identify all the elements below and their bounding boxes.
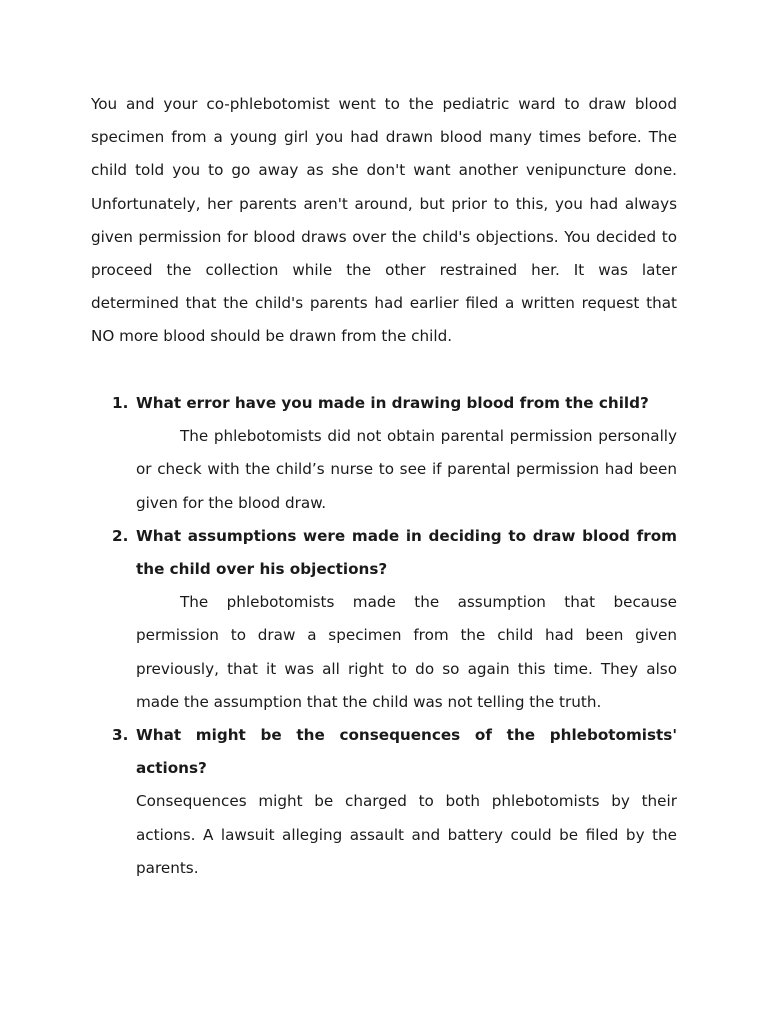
answer-text: Consequences might be charged to both phlebotomists by their actions. A lawsuit alleging assault and battery could be filed by the parents.	[136, 792, 677, 877]
question-list	[91, 387, 677, 885]
question-text: What error have you made in drawing blood from the child?	[136, 394, 649, 412]
question-number: 3.	[112, 726, 129, 745]
answer-text: The phlebotomists did not obtain parental permission personally or check with the child’s nurse to see if parental permission had been given for the blood draw.	[136, 427, 677, 512]
question-item-3	[91, 719, 677, 885]
question-text: What assumptions were made in deciding to draw blood from the child over his objections?	[136, 526, 677, 579]
question-item-2	[91, 520, 677, 719]
question-number: 1.	[112, 394, 129, 412]
question-item-1	[91, 387, 677, 520]
question-number: 2.	[112, 526, 129, 545]
question-text: What might be the consequences of the phlebotomists' actions?	[136, 726, 677, 778]
intro-paragraph: You and your co-phlebotomist went to the pediatric ward to draw blood specimen from a young girl you had drawn blood many times before. The child told you to go away as she don't want another venipuncture done. Unfortunately, her parents aren't around, but prior to this, you had always given permission for blood draws over the child's objections. You decided to proceed the collection while the other restrained her. It was later determined that the child's parents had earlier filed a written request that NO more blood should be drawn from the child.	[91, 95, 677, 346]
answer-text: The phlebotomists made the assumption that because permission to draw a specimen from the child had been given previously, that it was all right to do so again this time. They also made the assumption that the child was not telling the truth.	[136, 593, 677, 711]
